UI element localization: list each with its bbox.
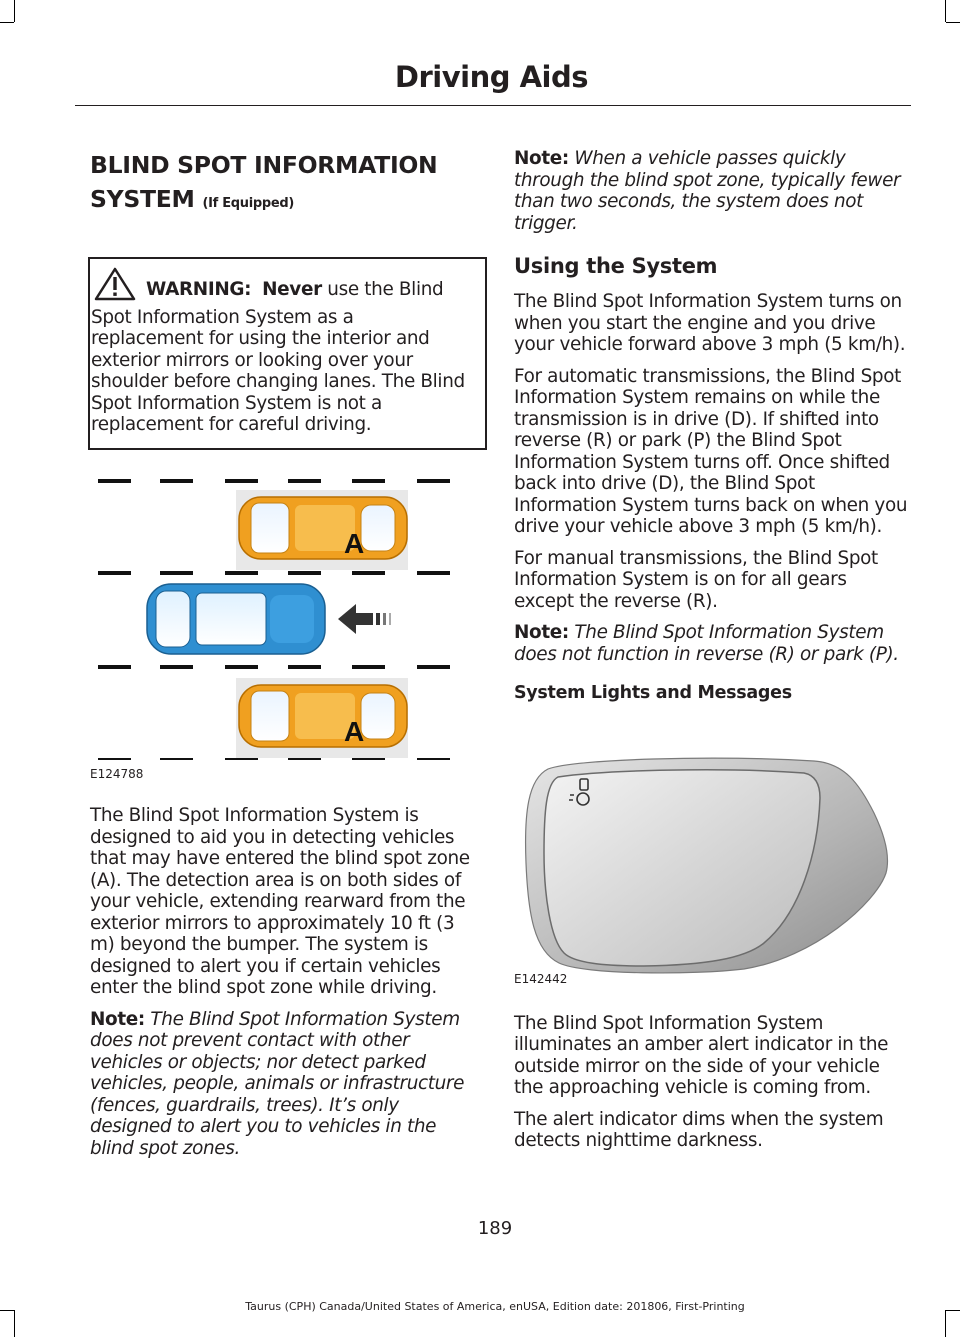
crop-mark-top-right xyxy=(945,0,946,22)
zone-label-top: A xyxy=(344,527,365,559)
figure-code-right: E142442 xyxy=(514,972,568,986)
manual-transmission-paragraph: For manual transmissions, the Blind Spot Information System is on for all gears except the reverse (R). xyxy=(514,547,878,612)
left-column xyxy=(90,140,475,1169)
warning-emphasis: Never xyxy=(262,279,322,300)
warning-label: WARNING: xyxy=(146,279,252,300)
note-quick-pass: Note: When a vehicle passes quickly through the blind spot zone, typically fewer than two seconds, the system does not trigger. xyxy=(514,148,901,234)
alert-indicator-paragraph: The Blind Spot Information System illuminates an amber alert indicator in the outside mirror on the side of your vehicle the approaching vehicle is coming from. xyxy=(514,1012,889,1098)
warning-text: use the Blind Spot Information System as a replacement for using the interior and exterior mirrors or looking over your shoulder before changing lanes. The Blind Spot Information System is not a replacement for careful driving. xyxy=(91,279,465,435)
night-dimming-paragraph: The alert indicator dims when the system detects nighttime darkness. xyxy=(514,1108,884,1151)
own-vehicle xyxy=(147,584,325,654)
crop-mark-bottom-right xyxy=(945,1310,946,1337)
side-mirror-illustration xyxy=(514,743,904,983)
using-system-heading: Using the System xyxy=(514,254,718,278)
right-column xyxy=(514,148,909,1162)
page-footer: Taurus (CPH) Canada/United States of America, enUSA, Edition date: 201806, First-Printing xyxy=(245,1300,745,1313)
zone-car-bottom xyxy=(239,685,407,747)
blind-spot-zone-figure xyxy=(90,460,475,786)
blind-spot-diagram xyxy=(90,460,470,760)
page-number: 189 xyxy=(477,1218,513,1239)
crop-mark-top-left xyxy=(14,0,15,22)
automatic-transmission-paragraph: For automatic transmissions, the Blind Spot Information System remains on while the transmission is in drive (D). If shifted into reverse (R) or park (P) the Blind Spot Information System turns off. Once shifted back into drive (D), the Blind Spot Information System turns back on when you drive your vehicle above 3 mph (5 km/h). xyxy=(514,365,908,537)
warning-box xyxy=(88,257,487,450)
turns-on-paragraph: The Blind Spot Information System turns on when you start the engine and you drive your vehicle forward above 3 mph (5 km/h). xyxy=(514,291,906,355)
lights-messages-heading: System Lights and Messages xyxy=(514,683,792,703)
zone-car-top xyxy=(239,497,407,559)
heading-main: BLIND SPOT INFORMATION SYSTEM xyxy=(90,151,438,213)
section-heading xyxy=(90,148,475,221)
note-reverse-park: Note: The Blind Spot Information System does not function in reverse (R) or park (P). xyxy=(514,622,899,665)
approach-arrow-icon xyxy=(338,604,391,634)
warning-triangle-icon xyxy=(94,267,136,307)
header-rule xyxy=(75,105,911,106)
section-title: Driving Aids xyxy=(394,60,588,94)
figure-code-left: E124788 xyxy=(90,766,144,781)
crop-mark-top-left-h xyxy=(0,22,14,23)
crop-mark-bottom-left xyxy=(14,1310,15,1337)
heading-suffix: (If Equipped) xyxy=(202,196,295,211)
zone-label-bottom: A xyxy=(344,715,365,747)
note-no-contact-prevention: Note: The Blind Spot Information System does not prevent contact with other vehicles or objects; nor detect parked vehicles, people, animals or infrastructure (fences, guardrails, trees). It’s only designed to alert you to vehicles in the blind spot zones. xyxy=(90,1008,465,1159)
mirror-figure xyxy=(514,743,909,991)
crop-mark-top-right-h xyxy=(946,22,960,23)
detection-paragraph: The Blind Spot Information System is designed to aid you in detecting vehicles that may have entered the blind spot zone (A). The detection area is on both sides of your vehicle, extending rearward from the exterior mirrors to approximately 10 ft (3 m) beyond the bumper. The system is designed to alert you if certain vehicles enter the blind spot zone while driving. xyxy=(90,805,470,998)
